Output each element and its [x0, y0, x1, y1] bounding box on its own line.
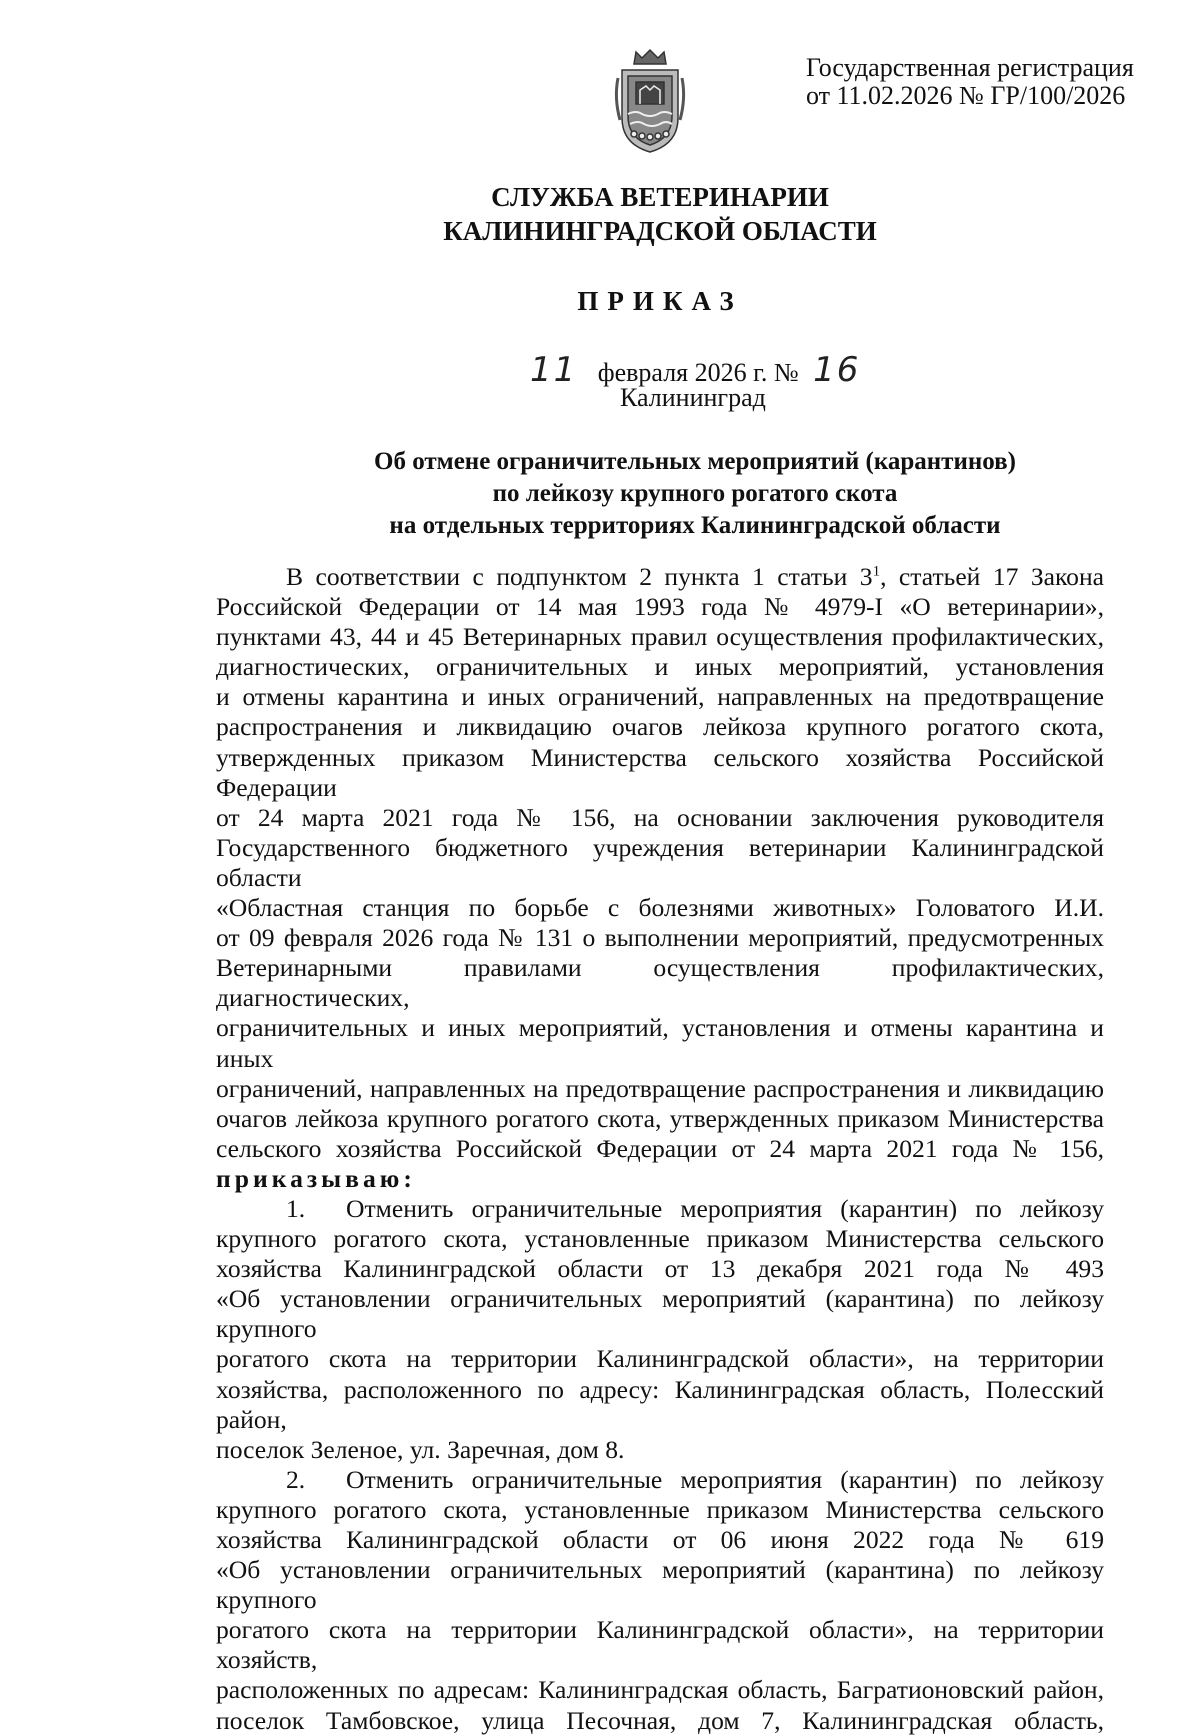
- list-item-line: 2. Отменить ограничительные мероприятия (карантин) по лейкозу: [286, 1464, 1104, 1494]
- item-number: 2.: [286, 1464, 306, 1494]
- preamble-line: диагностических, ограничительных и иных мероприятий, установления: [216, 652, 1104, 682]
- registration-line-1: Государственная регистрация: [806, 53, 1134, 82]
- subject-line-1: Об отмене ограничительных мероприятий (карантинов): [374, 448, 1016, 475]
- handwritten-day: 11: [530, 350, 578, 390]
- document-body: [216, 562, 1104, 1736]
- list-item-line: поселок Тамбовское, улица Песочная, дом 7, Калининградская область,: [216, 1705, 1104, 1735]
- organization-line-2: КАЛИНИНГРАДСКОЙ ОБЛАСТИ: [443, 216, 877, 246]
- list-item-line: «Об установлении ограничительных мероприятий (карантина) по лейкозу крупного: [216, 1555, 1104, 1615]
- preamble-line: Ветеринарными правилами осуществления профилактических, диагностических,: [216, 953, 1104, 1013]
- preamble-line: очагов лейкоза крупного рогатого скота, утвержденных приказом Министерства: [216, 1103, 1104, 1133]
- list-item-line: 1. Отменить ограничительные мероприятия (карантин) по лейкозу: [286, 1193, 1104, 1223]
- subject-line-2: по лейкозу крупного рогатого скота: [492, 480, 898, 507]
- organization-line-1: СЛУЖБА ВЕТЕРИНАРИИ: [491, 182, 829, 212]
- list-item-line: хозяйства Калининградской области от 06 июня 2022 года № 619: [216, 1525, 1104, 1554]
- list-item-line: хозяйства, расположенного по адресу: Калининградская область, Полесский район,: [216, 1374, 1104, 1434]
- preamble-line: сельского хозяйства Российской Федерации от 24 марта 2021 года № 156,: [216, 1133, 1104, 1163]
- item-number: 1.: [286, 1193, 306, 1223]
- list-item-line: рогатого скота на территории Калининградской области», на территории хозяйств,: [216, 1615, 1104, 1675]
- registration-line-2: от 11.02.2026 № ГР/100/2026: [806, 81, 1126, 110]
- order-subject: [330, 446, 1060, 542]
- preamble-line: ограничений, направленных на предотвращение распространения и ликвидацию: [216, 1073, 1104, 1103]
- preamble-line: от 24 марта 2021 года № 156, на основании заключения руководителя: [216, 802, 1104, 832]
- list-item-line: рогатого скота на территории Калининградской области», на территории: [216, 1344, 1104, 1374]
- registration-stamp: [806, 54, 1134, 110]
- preamble-line: пунктами 43, 44 и 45 Ветеринарных правил осуществления профилактических,: [216, 622, 1104, 652]
- list-item-line: крупного рогатого скота, установленные приказом Министерства сельского: [216, 1224, 1104, 1254]
- list-item-line: хозяйства Калининградской области от 13 декабря 2021 года № 493: [216, 1254, 1104, 1284]
- preamble-line: Государственного бюджетного учреждения ветеринарии Калининградской области: [216, 832, 1104, 892]
- preamble-line: Российской Федерации от 14 мая 1993 года № 4979-I «О ветеринарии»,: [216, 592, 1104, 622]
- preamble-line: «Областная станция по борьбе с болезнями животных» Головатого И.И.: [216, 893, 1104, 923]
- preamble-line: В соответствии с подпунктом 2 пункта 1 статьи $3^1$, статьей 17 Закона: [286, 562, 1105, 591]
- preamble-line: утвержденных приказом Министерства сельского хозяйства Российской Федерации: [216, 742, 1104, 802]
- list-item-line: расположенных по адресам: Калининградская область, Багратионовский район,: [216, 1675, 1104, 1705]
- order-date-text: февраля 2026 г. №: [597, 358, 799, 387]
- subject-line-3: на отдельных территориях Калининградской области: [389, 512, 1001, 539]
- preamble-line: ограничительных и иных мероприятий, установления и отмены карантина и иных: [216, 1013, 1104, 1073]
- order-city: Калининград: [620, 383, 766, 412]
- handwritten-number: 16: [813, 350, 861, 390]
- order-word: приказываю:: [216, 1163, 416, 1193]
- organization-name: [300, 180, 1020, 248]
- document-type: ПРИКАЗ: [577, 286, 743, 316]
- list-item-line: «Об установлении ограничительных мероприятий (карантина) по лейкозу крупного: [216, 1284, 1104, 1344]
- preamble-line: распространения и ликвидацию очагов лейкоза крупного рогатого скота,: [216, 712, 1104, 742]
- preamble-line: и отмены карантина и иных ограничений, направленных на предотвращение: [216, 682, 1104, 712]
- superscript: 1: [872, 563, 881, 580]
- coat-of-arms-icon: [612, 48, 688, 154]
- list-item-line: поселок Зеленое, ул. Заречная, дом 8.: [216, 1434, 625, 1464]
- preamble-line: от 09 февраля 2026 года № 131 о выполнении мероприятий, предусмотренных: [216, 923, 1104, 953]
- list-item-line: крупного рогатого скота, установленные приказом Министерства сельского: [216, 1494, 1104, 1524]
